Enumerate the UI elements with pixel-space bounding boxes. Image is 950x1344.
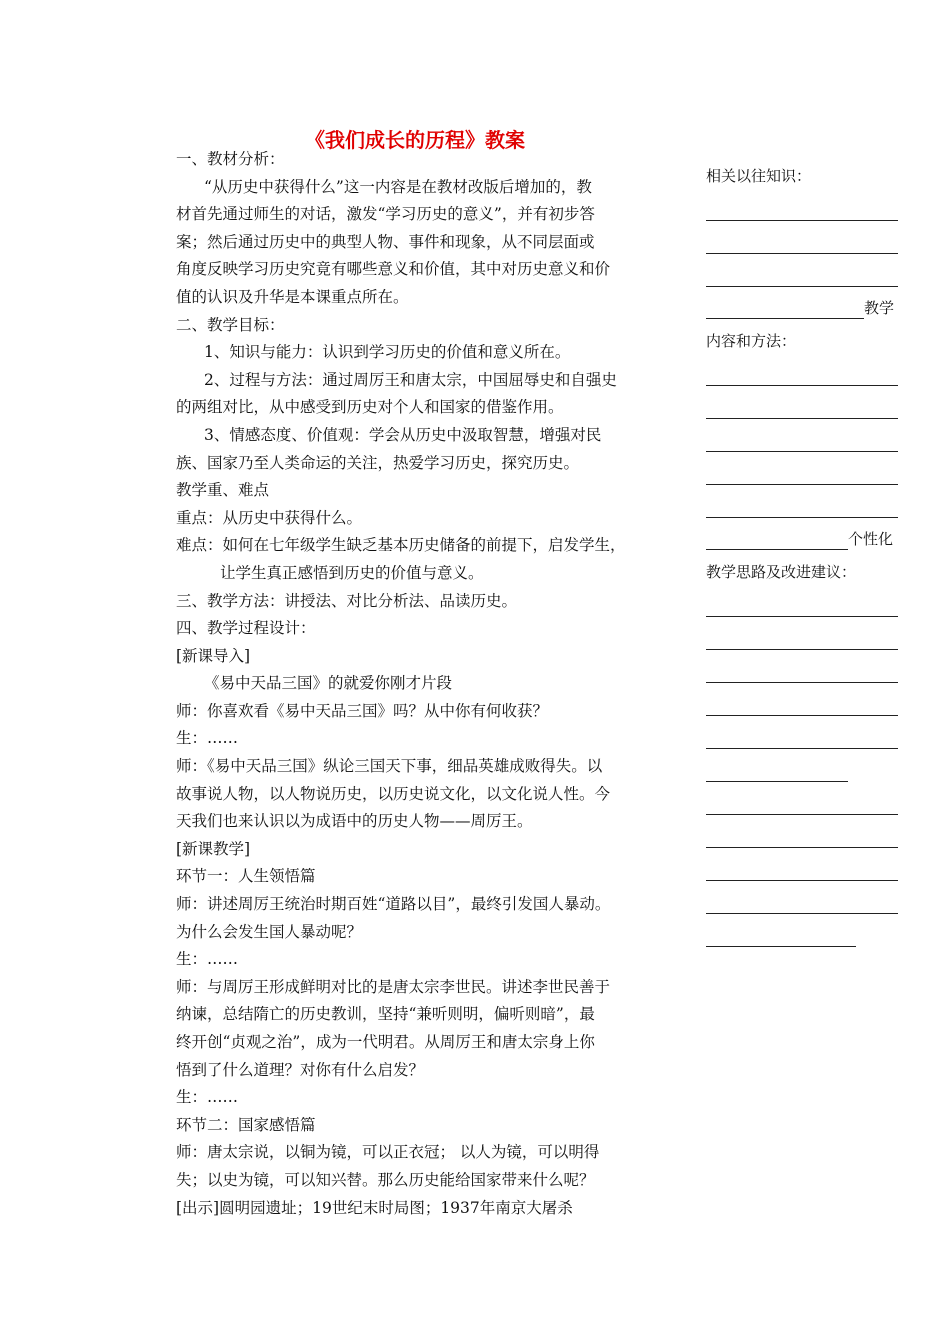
body-line: 四、教学过程设计： (176, 619, 316, 638)
body-line: 悟到了什么道理？对你有什么启发？ (176, 1060, 425, 1079)
fill-in-blank[interactable] (706, 726, 898, 749)
body-line: 重点：从历史中获得什么。 (176, 508, 363, 527)
body-line: 师：《易中天品三国》纵论三国天下事，细品英雄成败得失。以 (176, 757, 603, 776)
body-line: [出示]圆明园遗址；19世纪末时局图；1937年南京大屠杀 (176, 1198, 573, 1217)
fill-in-blank[interactable] (706, 891, 898, 914)
body-line: 师：讲述周厉王统治时期百姓“道路以目”，最终引发国人暴动。 (176, 895, 611, 914)
sidebar-label-suggestions: 教学思路及改进建议： (706, 563, 857, 581)
body-line: 生：…… (176, 950, 239, 969)
body-line: 案；然后通过历史中的典型人物、事件和现象，从不同层面或 (176, 232, 595, 251)
fill-in-blank[interactable] (706, 264, 898, 287)
body-line: 生：…… (176, 729, 239, 748)
body-line: 三、教学方法：讲授法、对比分析法、品读历史。 (176, 591, 518, 610)
fill-in-blank[interactable] (706, 924, 856, 947)
body-line: 师：你喜欢看《易中天品三国》吗？从中你有何收获？ (176, 701, 549, 720)
body-line: 失；以史为镜，可以知兴替。那么历史能给国家带来什么呢？ (176, 1170, 595, 1189)
fill-in-blank[interactable] (706, 858, 898, 881)
body-line: 生：…… (176, 1088, 239, 1107)
body-line: 环节一：人生领悟篇 (176, 867, 316, 886)
fill-in-blank[interactable] (706, 231, 898, 254)
sidebar-label-personal: 个性化 (848, 530, 894, 548)
body-line: 师：与周厉王形成鲜明对比的是唐太宗李世民。讲述李世民善于 (176, 977, 611, 996)
body-line: [新课导入] (176, 646, 251, 665)
body-line: 终开创“贞观之治”，成为一代明君。从周厉王和唐太宗身上你 (176, 1033, 595, 1051)
sidebar-label-prior-knowledge: 相关以往知识： (706, 167, 812, 185)
body-line: 难点：如何在七年级学生缺乏基本历史储备的前提下，启发学生， (176, 536, 626, 555)
body-line: 师：唐太宗说，以铜为镜，可以正衣冠； 以人为镜，可以明得 (176, 1143, 600, 1162)
body-line: 族、国家乃至人类命运的关注，热爱学习历史，探究历史。 (176, 453, 580, 472)
body-line: 环节二：国家感悟篇 (176, 1115, 316, 1134)
fill-in-blank[interactable] (706, 759, 848, 782)
body-line: 纳谏，总结隋亡的历史教训，坚持“兼听则明，偏听则暗”，最 (176, 1005, 595, 1024)
fill-in-blank[interactable] (706, 693, 898, 716)
sidebar-row-personal (706, 528, 906, 561)
fill-in-blank[interactable] (706, 363, 898, 386)
fill-in-blank[interactable] (706, 429, 898, 452)
fill-in-blank[interactable] (706, 495, 898, 518)
body-line: 天我们也来认识以为成语中的历史人物——周厉王。 (176, 812, 533, 831)
fill-in-blank[interactable] (706, 529, 848, 550)
body-line: 为什么会发生国人暴动呢？ (176, 922, 363, 941)
fill-in-blank[interactable] (706, 594, 898, 617)
body-line: [新课教学] (176, 839, 251, 858)
fill-in-blank[interactable] (706, 627, 898, 650)
body-line: 2、过程与方法：通过周厉王和唐太宗，中国屈辱史和自强史 (204, 370, 617, 389)
fill-in-blank[interactable] (706, 198, 898, 221)
sidebar-label-content-method: 内容和方法： (706, 332, 797, 350)
body-line: 值的认识及升华是本课重点所在。 (176, 287, 409, 306)
notes-sidebar (706, 165, 906, 957)
fill-in-blank[interactable] (706, 396, 898, 419)
body-line: 的两组对比，从中感受到历史对个人和国家的借鉴作用。 (176, 398, 564, 417)
body-line: 《易中天品三国》的就爱你刚才片段 (204, 674, 453, 693)
body-line: 让学生真正感悟到历史的价值与意义。 (220, 563, 484, 582)
fill-in-blank[interactable] (706, 298, 864, 319)
body-line: 一、教材分析： (176, 150, 285, 168)
body-line: 教学重、难点 (176, 481, 270, 500)
lesson-body (176, 146, 662, 1222)
fill-in-blank[interactable] (706, 660, 898, 683)
sidebar-row-teaching (706, 297, 906, 330)
body-line: “从历史中获得什么”这一内容是在教材改版后增加的，教 (204, 177, 592, 196)
body-line: 1、知识与能力：认识到学习历史的价值和意义所在。 (204, 343, 571, 362)
body-line: 二、教学目标： (176, 315, 285, 334)
fill-in-blank[interactable] (706, 825, 898, 848)
body-line: 材首先通过师生的对话，激发“学习历史的意义”，并有初步答 (176, 205, 595, 224)
document-title: 《我们成长的历程》教案 (305, 128, 525, 152)
body-line: 角度反映学习历史究竟有哪些意义和价值，其中对历史意义和价 (176, 260, 611, 279)
body-line: 故事说人物，以人物说历史，以历史说文化，以文化说人性。今 (176, 784, 611, 803)
sidebar-label-teaching: 教学 (864, 299, 895, 317)
fill-in-blank[interactable] (706, 462, 898, 485)
fill-in-blank[interactable] (706, 792, 898, 815)
body-line: 3、情感态度、价值观：学会从历史中汲取智慧，增强对民 (204, 425, 602, 444)
